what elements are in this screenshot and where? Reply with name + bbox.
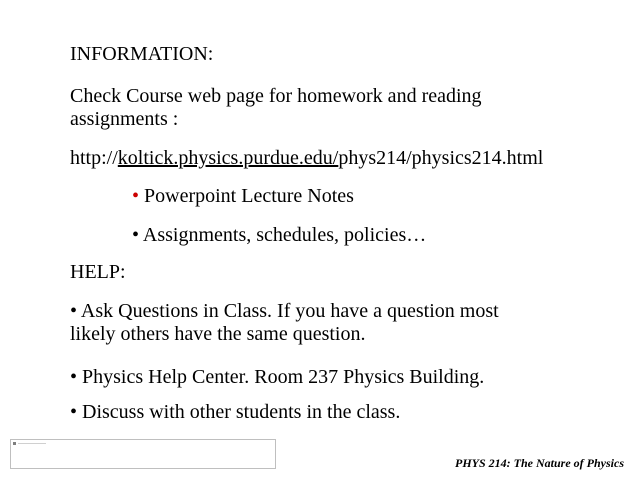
url-suffix: phys214/physics214.html [338,147,544,169]
sub-bullet-powerpoint [132,184,354,208]
url-prefix: http:// [70,147,118,169]
slide-footer: PHYS 214: The Nature of Physics [455,456,624,470]
help-item-text: Physics Help Center. Room 237 Physics Building. [82,366,485,388]
notes-marker [13,442,16,445]
check-course-line-1: Check Course web page for homework and reading [70,85,482,107]
help-item-text: Discuss with other students in the class. [82,401,401,423]
sub-bullet-assignments [132,223,426,247]
bullet-icon: • [132,185,140,207]
course-url-link[interactable]: koltick.physics.purdue.edu/ [117,147,339,169]
help-item-text: Ask Questions in Class. If you have a question most [80,300,499,322]
notes-placeholder-box [10,439,276,469]
help-item-ask-line-1 [70,299,499,323]
course-url [70,146,543,170]
sub-bullet-text: Assignments, schedules, policies… [142,224,427,246]
bullet-icon: • [70,401,78,423]
notes-text-stub [18,443,46,444]
help-item-ask-line-2: likely others have the same question. [70,323,366,345]
check-course-line-2: assignments : [70,108,179,130]
bullet-icon: • [70,366,78,388]
sub-bullet-text: Powerpoint Lecture Notes [139,185,354,207]
help-heading: HELP: [70,261,126,283]
help-item-help-center [70,365,484,389]
information-heading: INFORMATION: [70,43,214,65]
help-item-discuss [70,400,400,424]
bullet-icon: • [132,224,140,246]
bullet-icon: • [70,300,78,322]
